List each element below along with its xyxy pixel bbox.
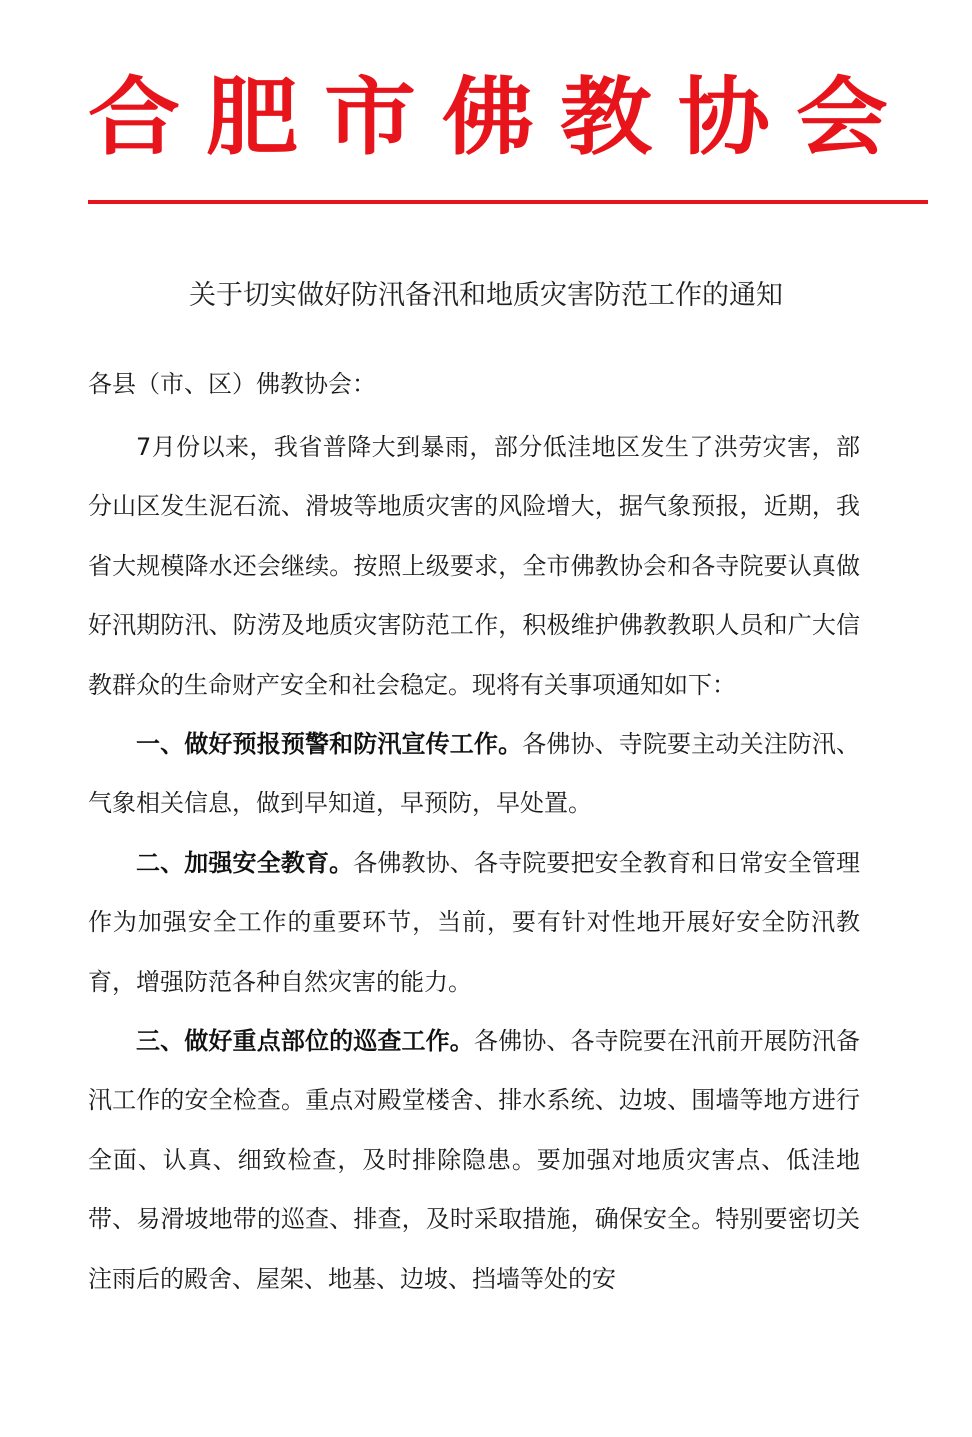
paragraph-text: 各佛协、寺院要主动关注防汛、气象相关信息，做到早知道，早预防，早处置。 <box>88 730 861 818</box>
paragraph-text: 7月份以来，我省普降大到暴雨，部分低洼地区发生了洪劳灾害，部分山区发生泥石流、滑坡等地质灾害的风险增大，据气象预报，近期，我省大规模降水还会继续。按照上级要求，全市佛教协会和各寺院要认真做好汛期防汛、防涝及地质灾害防范工作，积极维护佛教教职人员和广大信教群众的生命财产安全和社会稳定。现将有关事项通知如下： <box>88 433 860 699</box>
masthead-char: 市 <box>323 68 416 167</box>
document-body <box>88 418 860 1309</box>
document-title: 关于切实做好防汛备汛和地质灾害防范工作的通知 <box>189 280 783 311</box>
masthead-char: 佛 <box>441 68 534 167</box>
masthead-char: 会 <box>795 68 888 167</box>
masthead-char: 肥 <box>205 68 298 167</box>
paragraph <box>88 715 860 834</box>
salutation: 各县（市、区）佛教协会： <box>88 370 376 398</box>
paragraph-heading: 三、做好重点部位的巡查工作。 <box>136 1027 474 1056</box>
masthead-char: 协 <box>677 68 770 167</box>
paragraph-text: 各佛协、各寺院要在汛前开展防汛备汛工作的安全检查。重点对殿堂楼舍、排水系统、边坡、围墙等地方进行全面、认真、细致检查，及时排除隐患。要加强对地质灾害点、低洼地带、易滑坡地带的巡查、排查，及时采取措施，确保安全。特别要密切关注雨后的殿舍、屋架、地基、边坡、挡墙等处的安 <box>88 1027 861 1293</box>
paragraph <box>88 1012 860 1309</box>
paragraph <box>88 834 860 1012</box>
masthead-char: 教 <box>559 68 652 167</box>
paragraph <box>88 418 860 715</box>
masthead-char: 合 <box>88 68 181 167</box>
paragraph-heading: 二、加强安全教育。 <box>136 848 354 877</box>
paragraph-text: 各佛教协、各寺院要把安全教育和日常安全管理作为加强安全工作的重要环节，当前，要有针对性地开展好安全防汛教育，增强防范各种自然灾害的能力。 <box>88 848 861 996</box>
masthead <box>88 62 888 174</box>
red-divider-line <box>88 200 928 204</box>
paragraph-heading: 一、做好预报预警和防汛宣传工作。 <box>136 730 523 759</box>
